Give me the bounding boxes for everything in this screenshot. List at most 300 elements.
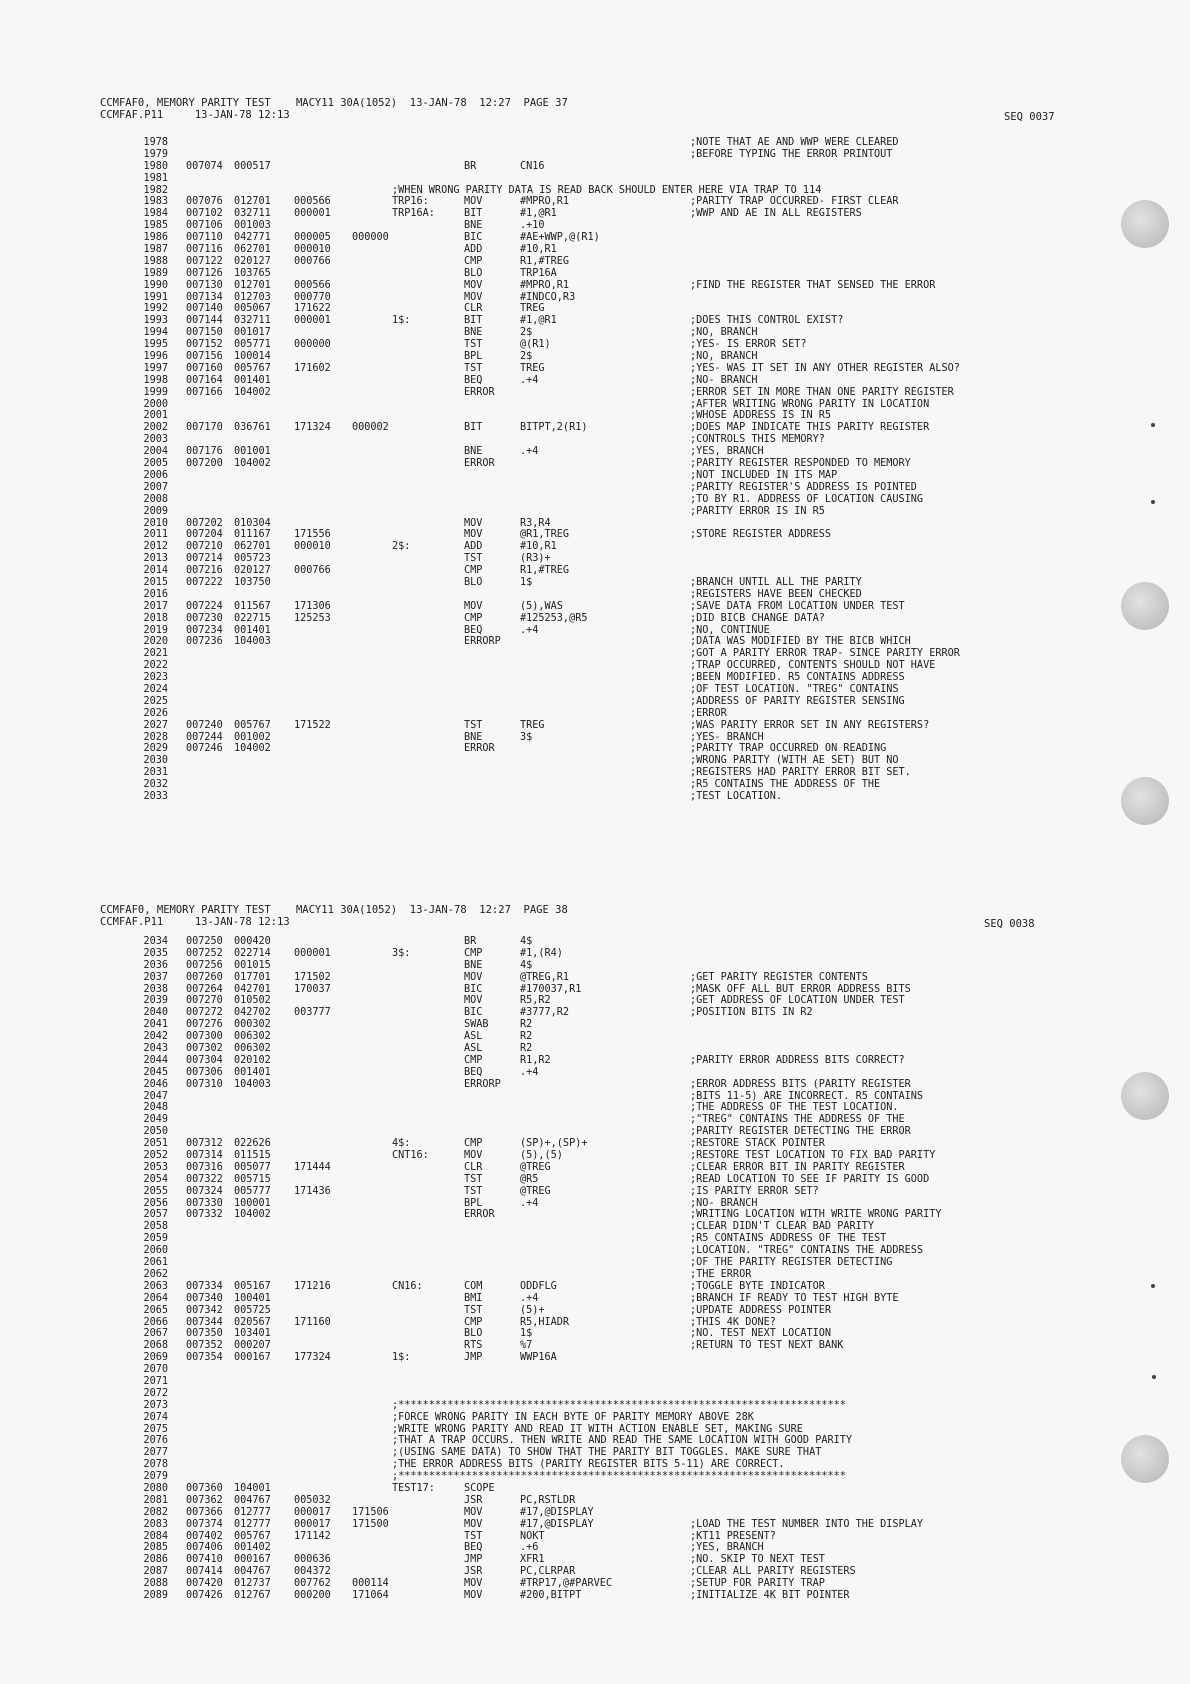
listing-line <box>0 779 1100 791</box>
address: 007074 <box>186 160 223 172</box>
listing-line <box>0 470 1100 482</box>
listing-line <box>0 625 1100 637</box>
line-number: 2057 <box>143 1209 168 1221</box>
listing-line <box>0 1174 1100 1186</box>
address: 007126 <box>186 267 223 279</box>
page-37-header-file: CCMFAF.P11 13-JAN-78 12:13 <box>100 109 290 121</box>
comment: ;READ LOCATION TO SEE IF PARITY IS GOOD <box>690 1173 930 1185</box>
address: 007366 <box>186 1506 223 1518</box>
line-number: 2077 <box>143 1447 168 1459</box>
object-word: 000167 <box>234 1554 271 1566</box>
object-word: 012777 <box>234 1518 271 1530</box>
address: 007310 <box>186 1078 223 1090</box>
address: 007354 <box>186 1352 223 1364</box>
address: 007264 <box>186 983 223 995</box>
listing-line <box>0 1067 1100 1079</box>
opcode: BIC <box>464 1007 483 1019</box>
operand: ODDFLG <box>520 1280 557 1292</box>
operand: #1,@R1 <box>520 208 557 220</box>
page-38-seq-number: SEQ 0038 <box>984 918 1035 930</box>
page-37-header-title: CCMFAF0, MEMORY PARITY TEST MACY11 30A(1052) 13-JAN-78 12:27 PAGE 37 <box>100 97 568 109</box>
listing-line <box>0 660 1100 672</box>
listing-line <box>0 541 1100 553</box>
listing-line <box>0 292 1100 304</box>
listing-line <box>0 767 1100 779</box>
listing-line <box>0 387 1100 399</box>
block-comment: ;THE ERROR ADDRESS BITS (PARITY REGISTER BITS 5-11) ARE CORRECT. <box>392 1459 785 1471</box>
opcode: SWAB <box>464 1019 489 1031</box>
line-number: 1981 <box>143 172 168 184</box>
address: 007166 <box>186 386 223 398</box>
object-word: 171160 <box>294 1316 331 1328</box>
object-word: 001017 <box>234 327 271 339</box>
opcode: CMP <box>464 565 483 577</box>
opcode: BLO <box>464 267 483 279</box>
listing-line <box>0 1305 1100 1317</box>
listing-line <box>0 1578 1100 1590</box>
opcode: COM <box>464 1280 483 1292</box>
listing-line <box>0 1091 1100 1103</box>
object-word: 004372 <box>294 1566 331 1578</box>
comment: ;ERROR <box>690 707 727 719</box>
line-number: 2075 <box>143 1423 168 1435</box>
opcode: TST <box>464 1530 483 1542</box>
address: 007204 <box>186 529 223 541</box>
object-word: 062701 <box>234 541 271 553</box>
operand: 4$ <box>520 959 533 971</box>
operand: .+4 <box>520 446 539 458</box>
address: 007224 <box>186 600 223 612</box>
line-number: 2076 <box>143 1435 168 1447</box>
page-38-header-file: CCMFAF.P11 13-JAN-78 12:13 <box>100 916 290 928</box>
listing-line <box>0 363 1100 375</box>
object-word: 010304 <box>234 517 271 529</box>
line-number: 2045 <box>143 1066 168 1078</box>
operand: TRP16A <box>520 267 557 279</box>
operand: NOKT <box>520 1530 545 1542</box>
line-number: 2067 <box>143 1328 168 1340</box>
object-word: 020127 <box>234 565 271 577</box>
operand: (R3)+ <box>520 553 551 565</box>
line-number: 2004 <box>143 446 168 458</box>
comment: ;LOCATION. "TREG" CONTAINS THE ADDRESS <box>690 1245 924 1257</box>
comment: ;DOES MAP INDICATE THIS PARITY REGISTER <box>690 422 930 434</box>
listing-line <box>0 1447 1100 1459</box>
address: 007176 <box>186 446 223 458</box>
listing-line <box>0 1507 1100 1519</box>
object-word: 171622 <box>294 303 331 315</box>
operand: R2 <box>520 1031 533 1043</box>
label: CN16: <box>392 1280 423 1292</box>
address: 007426 <box>186 1589 223 1601</box>
object-word: 000010 <box>294 541 331 553</box>
address: 007214 <box>186 553 223 565</box>
object-word: 103750 <box>234 576 271 588</box>
comment: ;KT11 PRESENT? <box>690 1530 776 1542</box>
listing-line <box>0 672 1100 684</box>
opcode: BR <box>464 936 477 947</box>
object-word: 171324 <box>294 422 331 434</box>
address: 007236 <box>186 636 223 648</box>
object-word: 005767 <box>234 719 271 731</box>
listing-line <box>0 613 1100 625</box>
listing-line <box>0 684 1100 696</box>
object-word: 012703 <box>234 291 271 303</box>
opcode: BNE <box>464 959 483 971</box>
listing-line <box>0 755 1100 767</box>
comment: ;R5 CONTAINS ADDRESS OF THE TEST <box>690 1233 887 1245</box>
object-word: 103401 <box>234 1328 271 1340</box>
object-word: 005723 <box>234 553 271 565</box>
listing-line <box>0 268 1100 280</box>
address: 007156 <box>186 351 223 363</box>
listing-line <box>0 1435 1100 1447</box>
line-number: 1982 <box>143 184 168 196</box>
object-word: 011515 <box>234 1150 271 1162</box>
line-number: 2021 <box>143 648 168 660</box>
listing-line <box>0 1114 1100 1126</box>
line-number: 2028 <box>143 731 168 743</box>
object-word: 000017 <box>294 1518 331 1530</box>
operand: 1$ <box>520 1328 533 1340</box>
object-word: 062701 <box>234 244 271 256</box>
operand: 2$ <box>520 327 533 339</box>
listing-line <box>0 232 1100 244</box>
listing-line <box>0 375 1100 387</box>
listing-line <box>0 995 1100 1007</box>
punch-hole <box>1121 200 1169 248</box>
object-word: 022715 <box>234 612 271 624</box>
object-word: 171522 <box>294 719 331 731</box>
listing-line <box>0 149 1100 161</box>
operand: R3,R4 <box>520 517 551 529</box>
address: 007116 <box>186 244 223 256</box>
line-number: 2044 <box>143 1054 168 1066</box>
comment: ;BITS 11-5) ARE INCORRECT. R5 CONTAINS <box>690 1090 924 1102</box>
object-word: 011167 <box>234 529 271 541</box>
operand: (5),(5) <box>520 1150 563 1162</box>
object-word: 032711 <box>234 315 271 327</box>
comment: ;RESTORE STACK POINTER <box>690 1138 825 1150</box>
listing-line <box>0 1007 1100 1019</box>
object-word: 104003 <box>234 636 271 648</box>
opcode: MOV <box>464 995 483 1007</box>
address: 007360 <box>186 1482 223 1494</box>
listing-line <box>0 399 1100 411</box>
comment: ;YES- IS ERROR SET? <box>690 339 807 351</box>
comment: ;BRANCH UNTIL ALL THE PARITY <box>690 576 862 588</box>
label: 4$: <box>392 1138 411 1150</box>
listing-line <box>0 1055 1100 1067</box>
address: 007256 <box>186 959 223 971</box>
operand: R1,#TREG <box>520 255 570 267</box>
comment: ;AFTER WRITING WRONG PARITY IN LOCATION <box>690 398 930 410</box>
line-number: 2037 <box>143 971 168 983</box>
opcode: JSR <box>464 1566 483 1578</box>
object-word: 103765 <box>234 267 271 279</box>
comment: ;THIS 4K DONE? <box>690 1316 776 1328</box>
listing-line <box>0 984 1100 996</box>
opcode: ASL <box>464 1031 483 1043</box>
line-number: 2017 <box>143 600 168 612</box>
object-word: 001401 <box>234 624 271 636</box>
object-word: 000766 <box>294 255 331 267</box>
listing-line <box>0 1043 1100 1055</box>
address: 007102 <box>186 208 223 220</box>
address: 007332 <box>186 1209 223 1221</box>
object-word: 170037 <box>294 983 331 995</box>
object-word: 022714 <box>234 947 271 959</box>
object-word: 104002 <box>234 1209 271 1221</box>
label: 3$: <box>392 947 411 959</box>
opcode: BIC <box>464 232 483 244</box>
comment: ;CONTROLS THIS MEMORY? <box>690 434 825 446</box>
operand: PC,RSTLDR <box>520 1494 576 1506</box>
comment: ;YES- BRANCH <box>690 731 764 743</box>
comment: ;NOTE THAT AE AND WWP WERE CLEARED <box>690 137 899 148</box>
object-word: 020102 <box>234 1054 271 1066</box>
listing-line <box>0 743 1100 755</box>
line-number: 1986 <box>143 232 168 244</box>
listing-line <box>0 185 1100 197</box>
comment: ;RETURN TO TEST NEXT BANK <box>690 1340 844 1352</box>
object-word: 125253 <box>294 612 331 624</box>
comment: ;CLEAR ALL PARITY REGISTERS <box>690 1566 856 1578</box>
comment: ;NO, BRANCH <box>690 351 758 363</box>
opcode: BEQ <box>464 1066 483 1078</box>
line-number: 2039 <box>143 995 168 1007</box>
object-word: 042702 <box>234 1007 271 1019</box>
listing-line <box>0 482 1100 494</box>
line-number: 1978 <box>143 137 168 148</box>
line-number: 2027 <box>143 719 168 731</box>
comment: ;PARITY ERROR ADDRESS BITS CORRECT? <box>690 1054 905 1066</box>
address: 007406 <box>186 1542 223 1554</box>
object-word: 001402 <box>234 1542 271 1554</box>
opcode: BEQ <box>464 374 483 386</box>
line-number: 2011 <box>143 529 168 541</box>
address: 007316 <box>186 1161 223 1173</box>
listing-line <box>0 208 1100 220</box>
object-word: 104003 <box>234 1078 271 1090</box>
object-word: 022626 <box>234 1138 271 1150</box>
opcode: MOV <box>464 517 483 529</box>
line-number: 2053 <box>143 1161 168 1173</box>
listing-line <box>0 1519 1100 1531</box>
listing-line <box>0 936 1100 948</box>
listing-line <box>0 137 1100 149</box>
comment: ;NO- BRANCH <box>690 1197 758 1209</box>
address: 007234 <box>186 624 223 636</box>
operand: #200,BITPT <box>520 1589 582 1601</box>
listing-line <box>0 1233 1100 1245</box>
comment: ;WRITING LOCATION WITH WRITE WRONG PARITY <box>690 1209 942 1221</box>
address: 007324 <box>186 1185 223 1197</box>
comment: ;IS PARITY ERROR SET? <box>690 1185 819 1197</box>
punch-hole <box>1121 1072 1169 1120</box>
opcode: CMP <box>464 1316 483 1328</box>
listing-line <box>0 1126 1100 1138</box>
address: 007312 <box>186 1138 223 1150</box>
line-number: 2001 <box>143 410 168 422</box>
opcode: BLO <box>464 1328 483 1340</box>
line-number: 2032 <box>143 779 168 791</box>
punch-hole <box>1121 1435 1169 1483</box>
listing-line <box>0 1150 1100 1162</box>
opcode: TST <box>464 339 483 351</box>
object-word: 100014 <box>234 351 271 363</box>
line-number: 2064 <box>143 1292 168 1304</box>
line-number: 2078 <box>143 1459 168 1471</box>
address: 007122 <box>186 255 223 267</box>
line-number: 2019 <box>143 624 168 636</box>
operand: #17,@DISPLAY <box>520 1506 594 1518</box>
address: 007402 <box>186 1530 223 1542</box>
line-number: 2054 <box>143 1173 168 1185</box>
object-word: 005767 <box>234 362 271 374</box>
line-number: 2015 <box>143 576 168 588</box>
operand: (5),WAS <box>520 600 563 612</box>
scan-speck <box>1152 1375 1156 1379</box>
listing-line <box>0 494 1100 506</box>
object-word: 000001 <box>294 315 331 327</box>
label: 2$: <box>392 541 411 553</box>
line-number: 2042 <box>143 1031 168 1043</box>
listing-line <box>0 458 1100 470</box>
opcode: MOV <box>464 1506 483 1518</box>
line-number: 2068 <box>143 1340 168 1352</box>
listing-line <box>0 1328 1100 1340</box>
opcode: JSR <box>464 1494 483 1506</box>
object-word: 171436 <box>294 1185 331 1197</box>
address: 007330 <box>186 1197 223 1209</box>
comment: ;WAS PARITY ERROR SET IN ANY REGISTERS? <box>690 719 930 731</box>
line-number: 2035 <box>143 947 168 959</box>
address: 007252 <box>186 947 223 959</box>
operand: .+4 <box>520 624 539 636</box>
address: 007246 <box>186 743 223 755</box>
comment: ;REGISTERS HAVE BEEN CHECKED <box>690 588 862 600</box>
listing-line <box>0 1209 1100 1221</box>
comment: ;ADDRESS OF PARITY REGISTER SENSING <box>690 695 905 707</box>
opcode: MOV <box>464 1589 483 1601</box>
object-word: 000566 <box>294 279 331 291</box>
address: 007260 <box>186 971 223 983</box>
comment: ;BEFORE TYPING THE ERROR PRINTOUT <box>690 148 893 160</box>
opcode: CLR <box>464 303 483 315</box>
object-word: 005715 <box>234 1173 271 1185</box>
object-word: 001401 <box>234 374 271 386</box>
line-number: 1987 <box>143 244 168 256</box>
object-word: 005771 <box>234 339 271 351</box>
listing-line <box>0 1031 1100 1043</box>
comment: ;SETUP FOR PARITY TRAP <box>690 1578 825 1590</box>
operand: TREG <box>520 362 545 374</box>
label: TEST17: <box>392 1482 435 1494</box>
listing-line <box>0 648 1100 660</box>
block-comment: ;(USING SAME DATA) TO SHOW THAT THE PARITY BIT TOGGLES. MAKE SURE THAT <box>392 1447 822 1459</box>
listing-line <box>0 1102 1100 1114</box>
label: 1$: <box>392 1352 411 1364</box>
object-word: 000000 <box>294 339 331 351</box>
listing-line <box>0 339 1100 351</box>
operand: R2 <box>520 1019 533 1031</box>
listing-line <box>0 1400 1100 1412</box>
line-number: 2030 <box>143 755 168 767</box>
object-word: 100401 <box>234 1292 271 1304</box>
address: 007302 <box>186 1043 223 1055</box>
object-word: 000167 <box>234 1352 271 1364</box>
object-word: 171306 <box>294 600 331 612</box>
object-word: 000636 <box>294 1554 331 1566</box>
listing-line <box>0 972 1100 984</box>
listing-line <box>0 1269 1100 1281</box>
line-number: 2031 <box>143 767 168 779</box>
listing-line <box>0 506 1100 518</box>
operand: #3777,R2 <box>520 1007 570 1019</box>
line-number: 1992 <box>143 303 168 315</box>
object-word: 006302 <box>234 1043 271 1055</box>
scan-speck <box>1151 423 1155 427</box>
line-number: 1997 <box>143 362 168 374</box>
listing-line <box>0 529 1100 541</box>
operand: TREG <box>520 719 545 731</box>
line-number: 2062 <box>143 1268 168 1280</box>
listing-line <box>0 1352 1100 1364</box>
line-number: 2055 <box>143 1185 168 1197</box>
comment: ;TO BY R1. ADDRESS OF LOCATION CAUSING <box>690 493 924 505</box>
listing-line <box>0 1459 1100 1471</box>
line-number: 2043 <box>143 1043 168 1055</box>
line-number: 2034 <box>143 936 168 947</box>
listing-line <box>0 1483 1100 1495</box>
address: 007110 <box>186 232 223 244</box>
listing-line <box>0 960 1100 972</box>
comment: ;TOGGLE BYTE INDICATOR <box>690 1280 825 1292</box>
address: 007414 <box>186 1566 223 1578</box>
object-word: 000114 <box>352 1578 389 1590</box>
object-word: 020127 <box>234 255 271 267</box>
comment: ;NO. TEST NEXT LOCATION <box>690 1328 832 1340</box>
comment: ;WRONG PARITY (WITH AE SET) BUT NO <box>690 755 899 767</box>
operand: @R1,TREG <box>520 529 570 541</box>
address: 007076 <box>186 196 223 208</box>
operand: .+6 <box>520 1542 539 1554</box>
operand: .+4 <box>520 1066 539 1078</box>
block-comment: ;THAT A TRAP OCCURS. THEN WRITE AND READ THE SAME LOCATION WITH GOOD PARITY <box>392 1435 853 1447</box>
listing-line <box>0 791 1100 803</box>
line-number: 2038 <box>143 983 168 995</box>
page-37-seq-number: SEQ 0037 <box>1004 111 1055 123</box>
address: 007200 <box>186 458 223 470</box>
object-word: 042701 <box>234 983 271 995</box>
object-word: 017701 <box>234 971 271 983</box>
operand: #INDCO,R3 <box>520 291 576 303</box>
object-word: 001003 <box>234 220 271 232</box>
operand: 4$ <box>520 936 533 947</box>
line-number: 1984 <box>143 208 168 220</box>
operand: (5)+ <box>520 1304 545 1316</box>
line-number: 1994 <box>143 327 168 339</box>
object-word: 000000 <box>352 232 389 244</box>
comment: ;BEEN MODIFIED. R5 CONTAINS ADDRESS <box>690 672 905 684</box>
listing-line <box>0 732 1100 744</box>
block-comment: ;************************************************************************* <box>392 1471 846 1483</box>
listing-line <box>0 720 1100 732</box>
opcode: TST <box>464 719 483 731</box>
object-word: 005725 <box>234 1304 271 1316</box>
line-number: 2007 <box>143 481 168 493</box>
